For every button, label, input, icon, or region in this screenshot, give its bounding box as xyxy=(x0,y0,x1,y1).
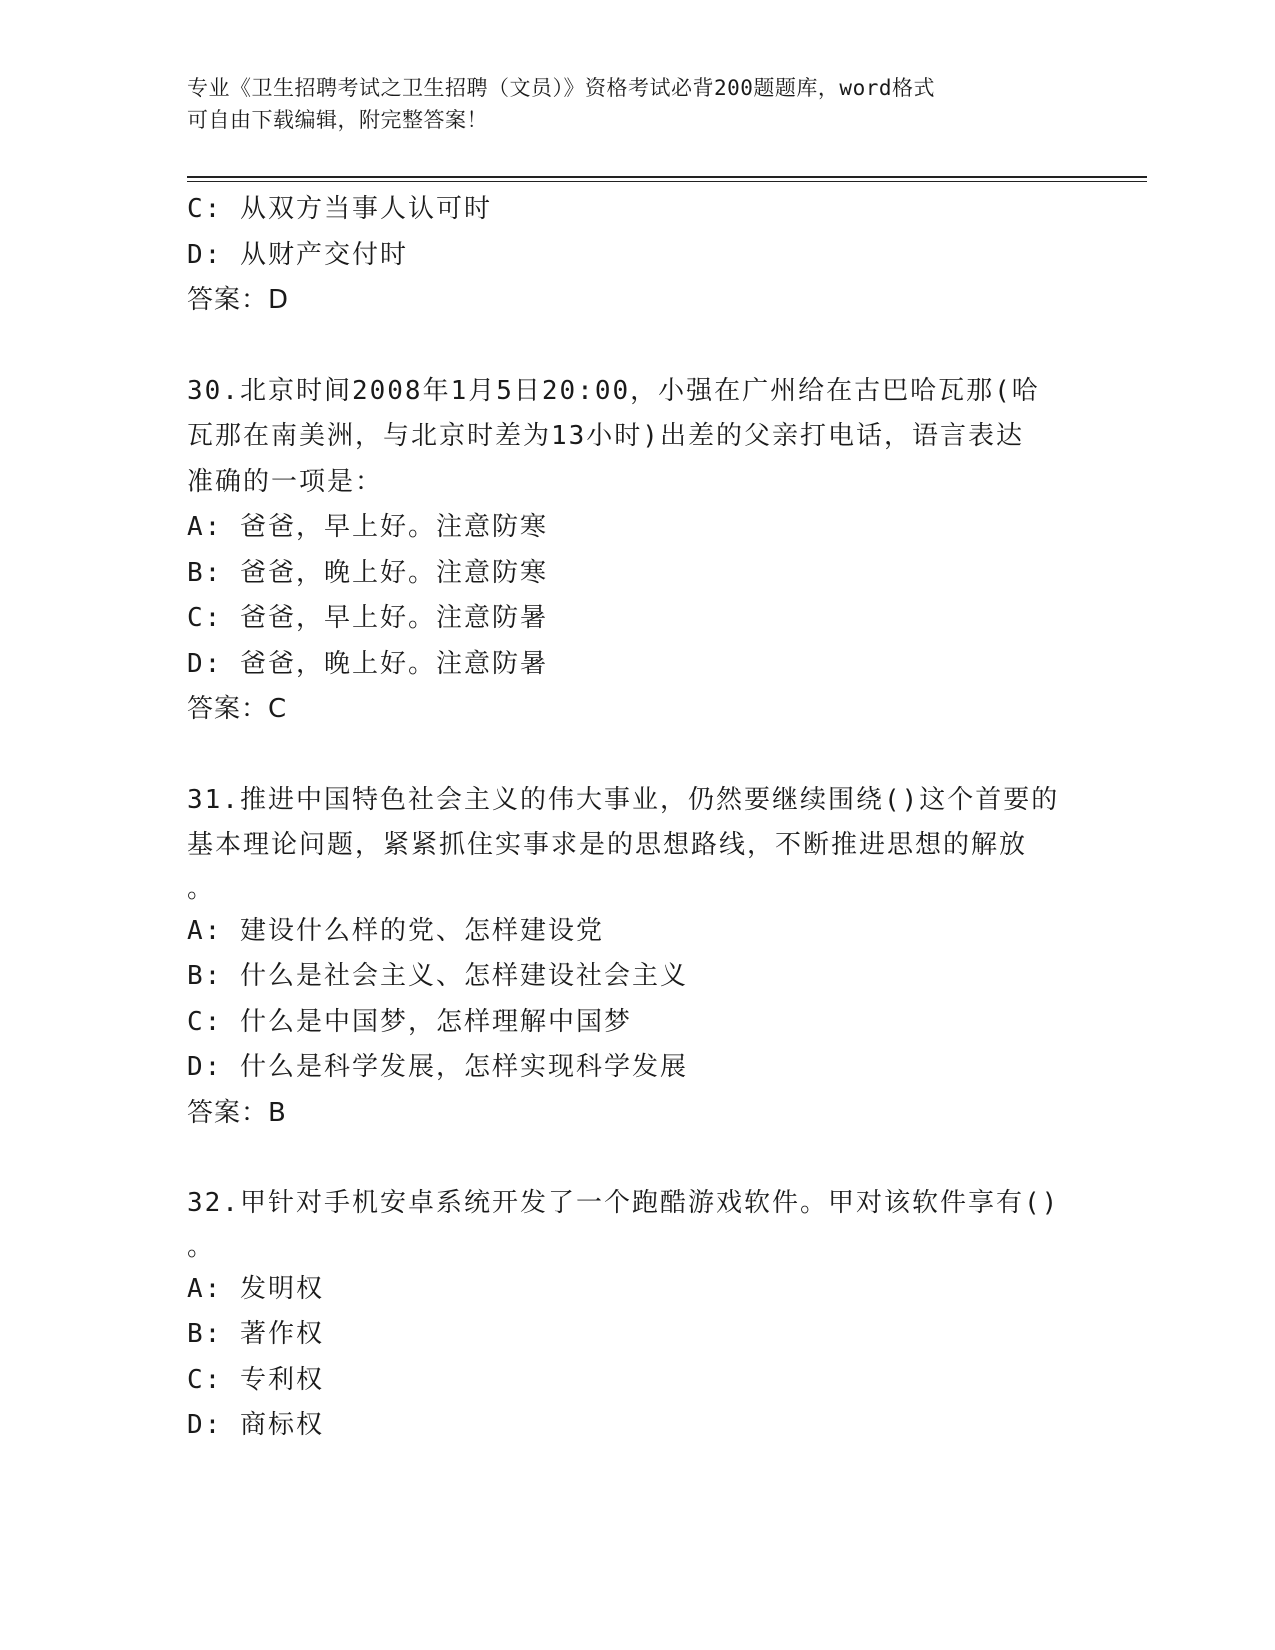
question-content xyxy=(187,187,1087,1449)
header-title-line-2: 可自由下载编辑，附完整答案！ xyxy=(187,108,488,132)
q31-stem-line-3: 。 xyxy=(187,873,216,904)
q30-option-a: A: 爸爸，早上好。注意防寒 xyxy=(187,512,548,542)
spacer xyxy=(187,733,1087,778)
document-header xyxy=(187,72,1067,136)
q31-option-c: C: 什么是中国梦，怎样理解中国梦 xyxy=(187,1006,632,1037)
prev-answer: 答案：D xyxy=(187,285,290,315)
q31-option-d: D: 什么是科学发展，怎样实现科学发展 xyxy=(187,1052,688,1082)
spacer xyxy=(187,1136,1087,1181)
prev-option-c: C: 从双方当事人认可时 xyxy=(187,194,492,224)
q31-option-b: B: 什么是社会主义、怎样建设社会主义 xyxy=(187,961,688,991)
q30-answer: 答案：C xyxy=(187,694,288,724)
q32-option-a: A: 发明权 xyxy=(187,1273,324,1304)
q32-stem-line-1: 32.甲针对手机安卓系统开发了一个跑酷游戏软件。甲对该软件享有() xyxy=(187,1188,1060,1218)
q31-option-a: A: 建设什么样的党、怎样建设党 xyxy=(187,915,604,946)
spacer xyxy=(187,324,1087,369)
q31-answer: 答案：B xyxy=(187,1097,287,1128)
q30-stem-line-1: 30.北京时间2008年1月5日20:00，小强在广州给在古巴哈瓦那(哈 xyxy=(187,375,1040,406)
q32-option-b: B: 著作权 xyxy=(187,1319,324,1349)
q30-stem-line-3: 准确的一项是： xyxy=(187,466,384,497)
q30-option-d: D: 爸爸，晚上好。注意防暑 xyxy=(187,648,548,679)
q31-stem-line-2: 基本理论问题，紧紧抓住实事求是的思想路线，不断推进思想的解放 xyxy=(187,830,1028,860)
q32-option-c: C: 专利权 xyxy=(187,1364,324,1395)
prev-option-d: D: 从财产交付时 xyxy=(187,239,408,270)
q31-stem-line-1: 31.推进中国特色社会主义的伟大事业，仍然要继续围绕()这个首要的 xyxy=(187,784,1060,815)
q30-option-c: C: 爸爸，早上好。注意防暑 xyxy=(187,603,548,633)
q32-stem-line-2: 。 xyxy=(187,1231,216,1262)
q30-stem-line-2: 瓦那在南美洲，与北京时差为13小时)出差的父亲打电话，语言表达 xyxy=(187,421,1024,451)
q30-option-b: B: 爸爸，晚上好。注意防寒 xyxy=(187,557,548,588)
header-rule-thick xyxy=(187,176,1147,178)
header-title-line-1: 专业《卫生招聘考试之卫生招聘（文员）》资格考试必背200题题库，word格式 xyxy=(187,76,935,100)
header-rule-thin xyxy=(187,181,1147,182)
q32-option-d: D: 商标权 xyxy=(187,1410,324,1440)
